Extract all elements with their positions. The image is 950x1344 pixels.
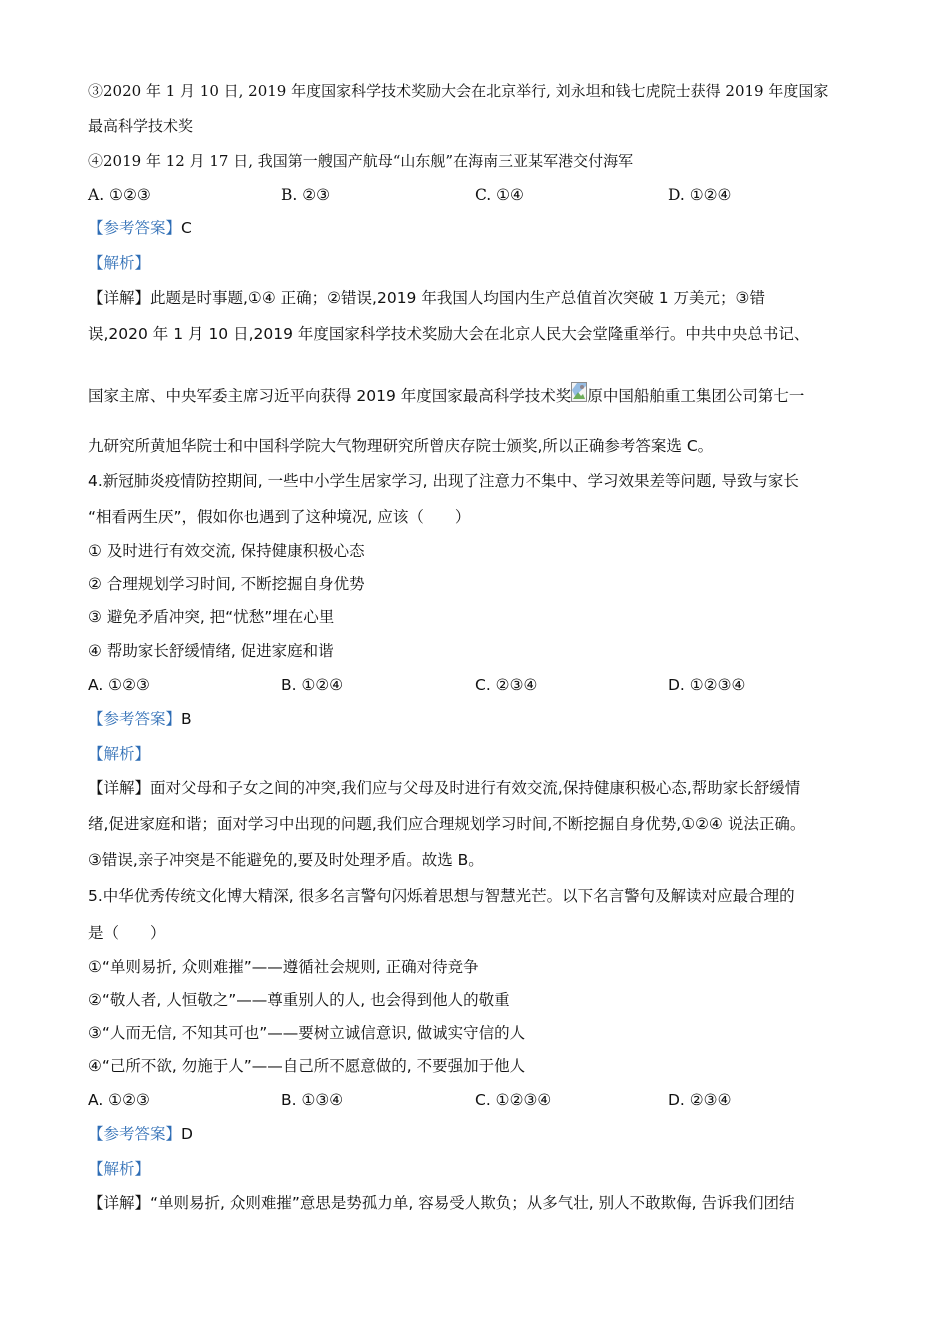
answer-value: D: [181, 1125, 193, 1143]
q4-item-3: ③ 避免矛盾冲突, 把“忧愁”埋在心里: [88, 608, 335, 626]
q5-option-a: A. ①②③: [88, 1091, 150, 1109]
answer-value: C: [181, 219, 192, 237]
q3-detail-line1: 【详解】此题是时事题,①④ 正确；②错误,2019 年我国人均国内生产总值首次突破 1 万美元；③错: [88, 289, 765, 307]
q4-option-c: C. ②③④: [475, 676, 538, 694]
q4-detail-line1: 【详解】面对父母和子女之间的冲突,我们应与父母及时进行有效交流,保持健康积极心态,帮助家长舒缓情: [88, 779, 801, 797]
answer-value: B: [181, 710, 192, 728]
q5-item-4: ④“己所不欲, 勿施于人”——自己所不愿意做的, 不要强加于他人: [88, 1057, 526, 1075]
q3-option-a: A. ①②③: [88, 186, 151, 204]
q4-option-d: D. ①②③④: [668, 676, 746, 694]
q4-stem-line2: “相看两生厌”，假如你也遇到了这种境况, 应该（ ）: [88, 508, 471, 526]
q5-stem-line2: 是（ ）: [88, 924, 166, 942]
q3-detail-line4: 九研究所黄旭华院士和中国科学院大气物理研究所曾庆存院士颁奖,所以正确参考答案选 C。: [88, 437, 714, 455]
q4-detail-line2: 绪,促进家庭和谐；面对学习中出现的问题,我们应合理规划学习时间,不断挖掘自身优势,①②④ 说法正确。: [88, 815, 806, 833]
q5-analysis-label: 【解析】: [88, 1160, 151, 1178]
q4-option-b: B. ①②④: [281, 676, 344, 694]
q4-item-4: ④ 帮助家长舒缓情绪, 促进家庭和谐: [88, 642, 334, 660]
q5-detail-line1: 【详解】“单则易折, 众则难摧”意思是势孤力单, 容易受人欺负；从多气壮, 别人不敢欺侮, 告诉我们团结: [88, 1194, 795, 1212]
q3-detail-line3-a: 国家主席、中央军委主席习近平向获得 2019 年度国家最高科学技术奖: [88, 387, 572, 405]
q3-detail-line3: [88, 386, 804, 406]
q5-option-b: B. ①③④: [281, 1091, 344, 1109]
q3-option-c: C. ①④: [475, 186, 524, 204]
q3-item-3-line1: ③2020 年 1 月 10 日, 2019 年度国家科学技术奖励大会在北京举行, 刘永坦和钱七虎院士获得 2019 年度国家: [88, 82, 829, 100]
q5-item-3: ③“人而无信, 不知其可也”——要树立诚信意识, 做诚实守信的人: [88, 1024, 526, 1042]
q4-option-a: A. ①②③: [88, 676, 150, 694]
q3-analysis-label: 【解析】: [88, 254, 151, 272]
q3-item-4: ④2019 年 12 月 17 日, 我国第一艘国产航母“山东舰”在海南三亚某军港交付海军: [88, 152, 634, 170]
q4-detail-line3: ③错误,亲子冲突是不能避免的,要及时处理矛盾。故选 B。: [88, 851, 484, 869]
q5-stem-line1: 5.中华优秀传统文化博大精深, 很多名言警句闪烁着思想与智慧光芒。以下名言警句及解读对应最合理的: [88, 887, 795, 905]
q4-analysis-label: 【解析】: [88, 745, 151, 763]
q3-detail-line3-b: 原中国船舶重工集团公司第七一: [587, 387, 805, 405]
q3-option-b: B. ②③: [281, 186, 331, 204]
q3-answer-line: [88, 218, 192, 238]
q5-option-d: D. ②③④: [668, 1091, 732, 1109]
q3-detail-line2: 误,2020 年 1 月 10 日,2019 年度国家科学技术奖励大会在北京人民大会堂隆重举行。中共中央总书记、: [88, 325, 810, 343]
q5-answer-line: [88, 1124, 193, 1144]
q5-item-1: ①“单则易折, 众则难摧”——遵循社会规则, 正确对待竞争: [88, 958, 479, 976]
q3-option-d: D. ①②④: [668, 186, 732, 204]
q3-item-3-line2: 最高科学技术奖: [88, 117, 194, 135]
q5-option-c: C. ①②③④: [475, 1091, 552, 1109]
answer-label: 【参考答案】: [88, 1125, 182, 1143]
q4-answer-line: [88, 709, 192, 729]
answer-label: 【参考答案】: [88, 710, 182, 728]
answer-label: 【参考答案】: [88, 219, 182, 237]
q4-item-2: ② 合理规划学习时间, 不断挖掘自身优势: [88, 575, 365, 593]
q5-item-2: ②“敬人者, 人恒敬之”——尊重别人的人, 也会得到他人的敬重: [88, 991, 510, 1009]
q4-stem-line1: 4.新冠肺炎疫情防控期间, 一些中小学生居家学习, 出现了注意力不集中、学习效果差等问题, 导致与家长: [88, 472, 799, 490]
q4-item-1: ① 及时进行有效交流, 保持健康积极心态: [88, 542, 365, 560]
broken-image-icon: [571, 386, 587, 404]
